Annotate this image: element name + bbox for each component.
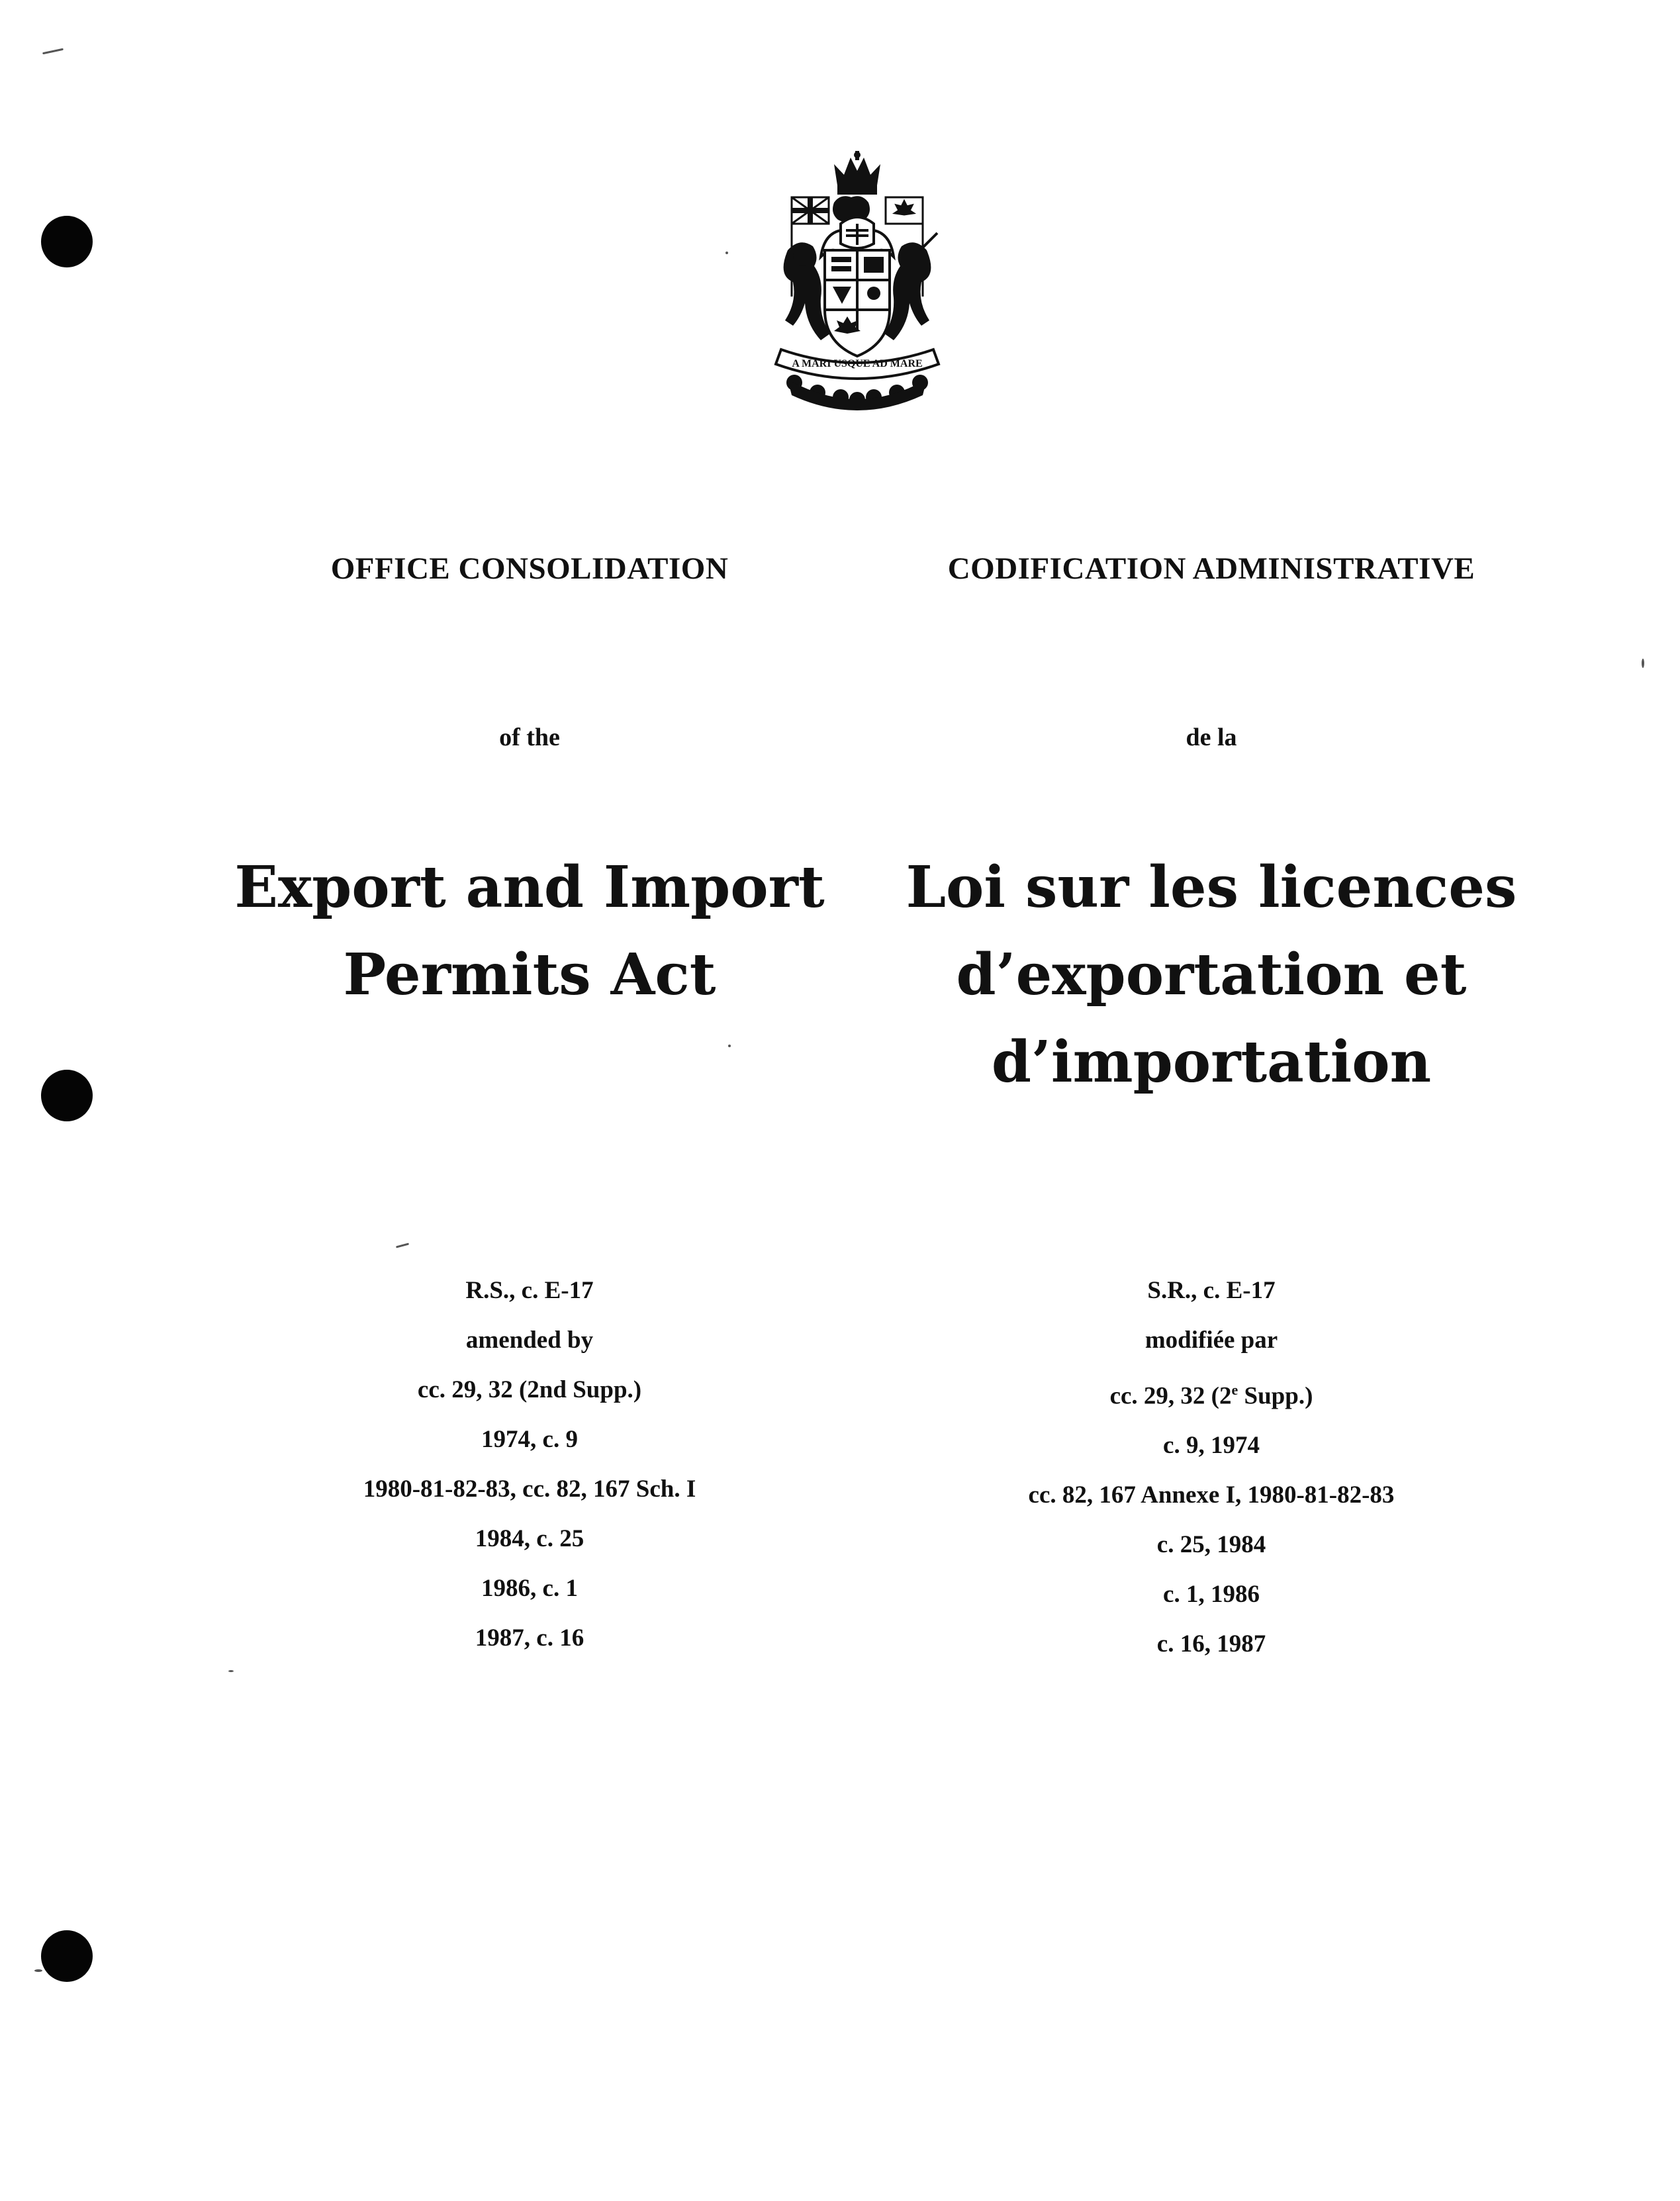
french-connector: de la <box>1186 724 1237 751</box>
english-citation: amended by <box>465 1327 594 1354</box>
scan-speck <box>1642 659 1644 668</box>
french-citation: modifiée par <box>1144 1327 1278 1354</box>
english-citation: 1974, c. 9 <box>481 1426 578 1453</box>
english-citation: 1987, c. 16 <box>475 1624 584 1652</box>
french-citation: cc. 82, 167 Annexe I, 1980-81-82-83 <box>1028 1481 1395 1509</box>
english-act-title <box>199 844 861 1019</box>
english-citations <box>199 1266 861 1663</box>
french-title-line: d’exportation et <box>956 941 1467 1008</box>
codification-administrative-heading: CODIFICATION ADMINISTRATIVE <box>947 551 1475 586</box>
french-citation: c. 1, 1986 <box>1163 1581 1260 1609</box>
english-citation: 1986, c. 1 <box>481 1575 578 1602</box>
french-title-line: d’importation <box>991 1029 1432 1096</box>
french-title-line: Loi sur les licences <box>906 854 1517 921</box>
crest-motto: A MARI USQUE AD MARE <box>792 358 923 369</box>
english-citation: R.S., c. E-17 <box>465 1277 594 1304</box>
english-title-line: Export and Import <box>234 854 825 921</box>
french-act-title <box>880 844 1542 1106</box>
scan-speck <box>728 1045 731 1047</box>
scan-speck <box>228 1670 234 1672</box>
punch-hole-bottom <box>41 1930 93 1982</box>
scan-speck <box>396 1242 409 1248</box>
canada-coat-of-arms-icon <box>768 151 947 419</box>
office-consolidation-heading: OFFICE CONSOLIDATION <box>330 551 729 586</box>
punch-hole-top <box>41 216 93 267</box>
english-citation: 1980-81-82-83, cc. 82, 167 Sch. I <box>363 1475 696 1503</box>
english-citation: cc. 29, 32 (2nd Supp.) <box>417 1376 642 1403</box>
french-citation: c. 9, 1974 <box>1163 1432 1260 1460</box>
french-citation: c. 16, 1987 <box>1156 1630 1266 1658</box>
french-citation: c. 25, 1984 <box>1156 1531 1266 1559</box>
scan-speck <box>725 252 728 254</box>
english-citation: 1984, c. 25 <box>475 1525 584 1552</box>
french-citation: cc. 29, 32 (2e Supp.) <box>1109 1381 1313 1410</box>
english-connector: of the <box>499 724 560 751</box>
scan-speck <box>42 48 64 55</box>
english-title-line: Permits Act <box>343 941 716 1008</box>
french-citations <box>880 1266 1542 1669</box>
punch-hole-middle <box>41 1070 93 1121</box>
french-citation: S.R., c. E-17 <box>1147 1277 1276 1304</box>
scan-speck <box>34 1969 42 1972</box>
